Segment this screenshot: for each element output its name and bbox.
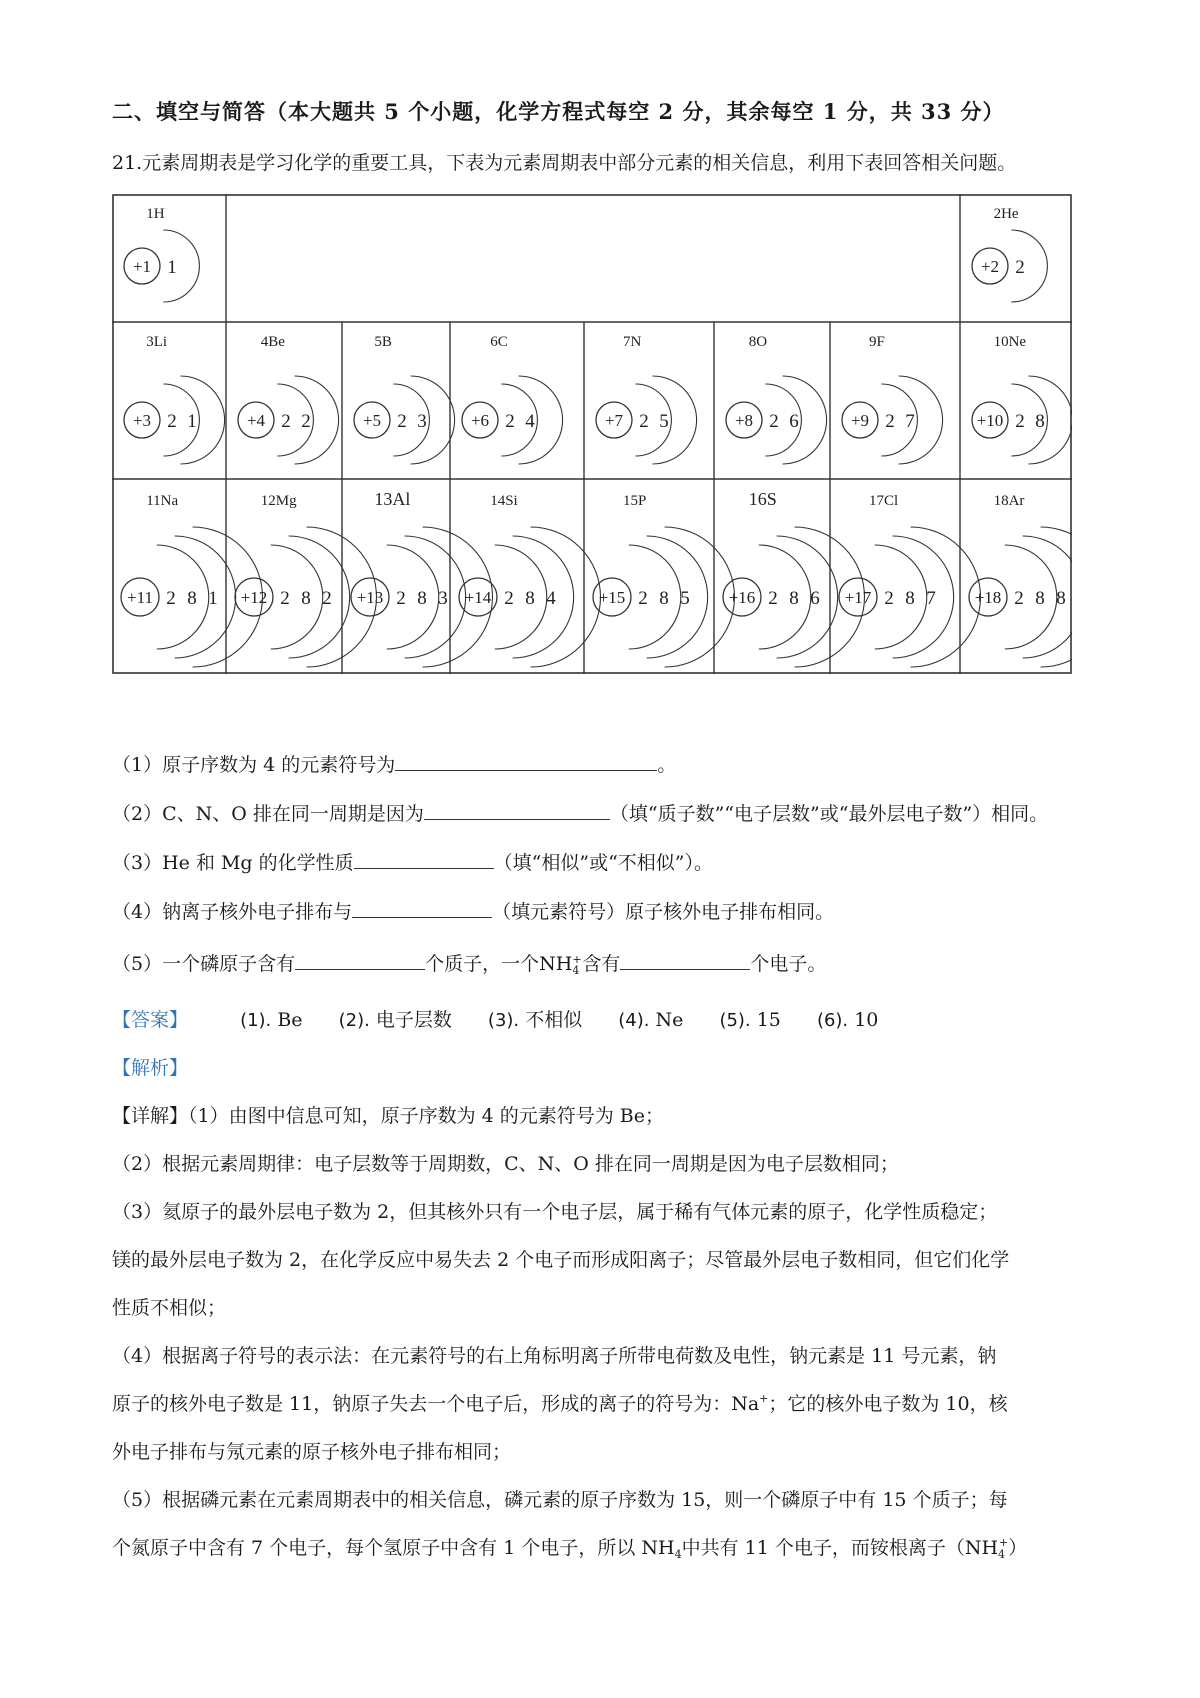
shell-electron-count: 2: [769, 411, 779, 432]
shell-electron-count: 2: [301, 411, 311, 432]
detail-line: （3）氦原子的最外层电子数为 2，但其核外只有一个电子层，属于稀有气体元素的原子，化学性质稳定；: [112, 1201, 998, 1223]
answer-blank[interactable]: [295, 951, 425, 970]
shell-electron-count: 7: [926, 588, 936, 609]
nucleus-charge: +14: [464, 588, 492, 607]
shell-electron-count: 4: [546, 588, 556, 609]
shell-electron-count: 4: [525, 411, 535, 432]
shell-electron-count: 8: [789, 588, 799, 609]
shell-electron-count: 2: [397, 411, 407, 432]
electron-shell-arc: [271, 545, 323, 649]
nucleus-charge: +9: [850, 411, 870, 430]
shell-electron-count: 3: [417, 411, 427, 432]
nucleus-charge: +18: [974, 588, 1002, 607]
shell-electron-count: 3: [438, 588, 448, 609]
nucleus-charge: +1: [132, 257, 152, 276]
answer-tag: 【答案】: [112, 1009, 189, 1031]
electron-shell-arc: [157, 545, 209, 649]
shell-electron-count: 5: [659, 411, 669, 432]
element-label: 1H: [146, 206, 165, 222]
electron-shell-arc: [759, 545, 811, 649]
element-label: 18Ar: [993, 493, 1025, 509]
electron-shell-arc: [911, 527, 981, 667]
shell-electron-count: 2: [1015, 257, 1025, 278]
shell-electron-count: 6: [789, 411, 799, 432]
shell-electron-count: 2: [639, 411, 649, 432]
answer-line: [112, 1005, 908, 1032]
shell-electron-count: 2: [280, 588, 290, 609]
nucleus-charge: +6: [470, 411, 490, 430]
shell-electron-count: 8: [187, 588, 197, 609]
answer-item: (2). 电子层数: [338, 1009, 452, 1031]
answer-item: (3). 不相似: [487, 1009, 583, 1031]
electron-shell-arc: [665, 527, 735, 667]
shell-electron-count: 8: [1035, 411, 1045, 432]
shell-electron-count: 1: [187, 411, 197, 432]
question-intro: 21.元素周期表是学习化学的重要工具，下表为元素周期表中部分元素的相关信息，利用下表回答相关问题。: [112, 152, 1017, 174]
detail-line: （5）根据磷元素在元素周期表中的相关信息，磷元素的原子序数为 15，则一个磷原子中有 15 个质子；每: [112, 1489, 1008, 1511]
nucleus-charge: +8: [734, 411, 754, 430]
shell-electron-count: 2: [166, 588, 176, 609]
electron-shell-arc: [777, 536, 838, 658]
shell-electron-count: 1: [167, 257, 177, 278]
shell-electron-count: 2: [1015, 411, 1025, 432]
answer-item: (4). Ne: [618, 1009, 684, 1031]
shell-electron-count: 2: [884, 588, 894, 609]
answer-item: (6). 10: [816, 1009, 879, 1031]
shell-electron-count: 2: [167, 411, 177, 432]
subquestion-4: （4）钠离子核外电子排布与 （填元素符号）原子核外电子排布相同。: [112, 901, 835, 923]
subquestion-3: （3）He 和 Mg 的化学性质 （填“相似”或“不相似”）。: [112, 852, 713, 874]
electron-shell-arc: [893, 536, 954, 658]
periodic-table: [112, 194, 1072, 674]
element-label: 15P: [623, 493, 647, 509]
nucleus-charge: +15: [598, 588, 626, 607]
element-label: 9F: [869, 334, 885, 350]
shell-electron-count: 6: [810, 588, 820, 609]
ammonium-formula: NH + 4: [539, 952, 582, 977]
shell-electron-count: 8: [1035, 588, 1045, 609]
nucleus-charge: +10: [976, 411, 1004, 430]
element-label: 10Ne: [993, 334, 1027, 350]
element-label: 14Si: [490, 493, 518, 509]
section-title: 二、填空与简答（本大题共 5 个小题，化学方程式每空 2 分，其余每空 1 分，共 33 分）: [112, 99, 1005, 124]
shell-electron-count: 2: [1014, 588, 1024, 609]
detail-line: （2）根据元素周期律：电子层数等于周期数，C、N、O 排在同一周期是因为电子层数相同；: [112, 1153, 899, 1175]
subquestion-1: （1）原子序数为 4 的元素符号为 。: [112, 754, 677, 776]
element-label: 5B: [374, 334, 392, 350]
element-label: 11Na: [146, 493, 179, 509]
shell-electron-count: 2: [396, 588, 406, 609]
shell-electron-count: 5: [680, 588, 690, 609]
shell-electron-count: 2: [768, 588, 778, 609]
element-label: 13Al: [374, 489, 411, 509]
answer-item: (1). Be: [240, 1009, 303, 1031]
nucleus-charge: +17: [844, 588, 872, 607]
detail-line: 原子的核外电子数是 11，钠原子失去一个电子后，形成的离子的符号为：Na+；它的核外电子数为 10，核: [112, 1392, 1008, 1415]
shell-electron-count: 2: [322, 588, 332, 609]
detail-line: 镁的最外层电子数为 2，在化学反应中易失去 2 个电子而形成阳离子；尽管最外层电子数相同，但它们化学: [112, 1249, 1010, 1271]
element-label: 2He: [993, 206, 1019, 222]
answer-blank[interactable]: [395, 752, 657, 771]
shell-electron-count: 2: [505, 411, 515, 432]
electron-shell-arc: [289, 536, 350, 658]
shell-electron-count: 8: [417, 588, 427, 609]
shell-electron-count: 8: [301, 588, 311, 609]
detail-line: 个氮原子中含有 7 个电子，每个氢原子中含有 1 个电子，所以 $NH_4$中共有 11 个电子，而铵根离子$(NH_4^+)$: [112, 1536, 1028, 1561]
shell-electron-count: 8: [525, 588, 535, 609]
subquestion-5: （5）一个磷原子含有 个质子，一个NH + 4 含有 个电子。: [112, 952, 827, 977]
answer-blank[interactable]: [620, 951, 750, 970]
nucleus-charge: +7: [604, 411, 624, 430]
element-label: 8O: [748, 334, 768, 350]
nucleus-charge: +2: [980, 257, 1000, 276]
answer-blank[interactable]: [352, 899, 492, 918]
element-label: 3Li: [146, 334, 168, 350]
element-label: 12Mg: [260, 493, 297, 509]
shell-electron-count: 2: [281, 411, 291, 432]
electron-shell-arc: [513, 536, 574, 658]
shell-electron-count: 2: [504, 588, 514, 609]
detail-line: （4）根据离子符号的表示法：在元素符号的右上角标明离子所带电荷数及电性，钠元素是 11 号元素，钠: [112, 1345, 997, 1367]
element-label: 17Cl: [869, 493, 899, 509]
shell-electron-count: 8: [659, 588, 669, 609]
element-label: 16S: [748, 489, 777, 509]
shell-electron-count: 2: [638, 588, 648, 609]
shell-electron-count: 8: [905, 588, 915, 609]
electron-shell-arc: [531, 527, 601, 667]
answer-blank[interactable]: [424, 801, 610, 820]
nucleus-charge: +16: [728, 588, 756, 607]
nucleus-charge: +4: [246, 411, 266, 430]
detail-line: 【详解】（1）由图中信息可知，原子序数为 4 的元素符号为 Be；: [112, 1105, 665, 1127]
element-label: 6C: [490, 334, 508, 350]
electron-shell-arc: [405, 536, 466, 658]
electron-shell-arc: [629, 545, 681, 649]
shell-electron-count: 1: [208, 588, 218, 609]
electron-shell-arc: [387, 545, 439, 649]
electron-shell-arc: [875, 545, 927, 649]
subquestion-2: （2）C、N、O 排在同一周期是因为 （填“质子数”“电子层数”或“最外层电子数”）相同。: [112, 803, 1049, 825]
electron-shell-arc: [1005, 545, 1057, 649]
shell-electron-count: 8: [1056, 588, 1066, 609]
shell-electron-count: 7: [905, 411, 915, 432]
answer-item: (5). 15: [719, 1009, 781, 1031]
nucleus-charge: +12: [240, 588, 268, 607]
element-label: 4Be: [260, 334, 285, 350]
answer-blank[interactable]: [354, 850, 494, 869]
analysis-tag: 【解析】: [112, 1057, 189, 1079]
nucleus-charge: +5: [362, 411, 382, 430]
electron-shell-arc: [647, 536, 708, 658]
electron-shell-arc: [495, 545, 547, 649]
nucleus-charge: +11: [127, 588, 153, 607]
element-label: 7N: [623, 334, 642, 350]
detail-line: 外电子排布与氖元素的原子核外电子排布相同；: [112, 1441, 512, 1463]
nucleus-charge: +3: [132, 411, 152, 430]
nucleus-charge: +13: [356, 588, 384, 607]
shell-electron-count: 2: [885, 411, 895, 432]
detail-line: 性质不相似；: [112, 1297, 227, 1319]
